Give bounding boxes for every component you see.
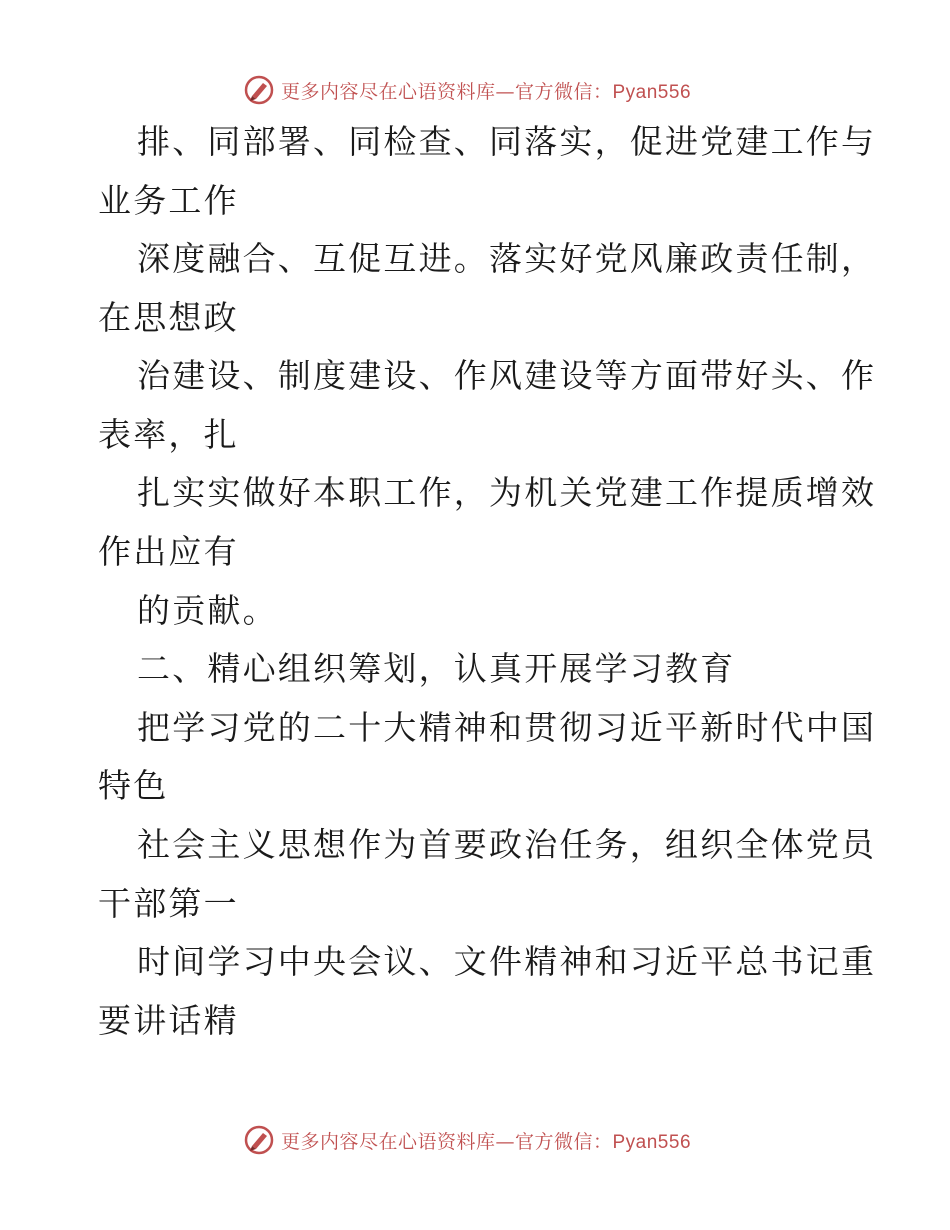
text-line: 作出应有 — [98, 532, 239, 571]
text-line: 特色 — [98, 766, 169, 805]
text-line: 的贡献。 — [137, 591, 278, 630]
text-line: 排、同部署、同检查、同落实，促进党建工作与 — [137, 122, 877, 161]
text-line: 把学习党的二十大精神和贯彻习近平新时代中国 — [137, 708, 877, 747]
text-line: 社会主义思想作为首要政治任务，组织全体党员 — [137, 825, 877, 864]
text-line: 扎实实做好本职工作，为机关党建工作提质增效 — [137, 473, 877, 512]
banner-text: 更多内容尽在心语资料库—官方微信：Pyan556 — [280, 1130, 692, 1153]
text-line: 表率，扎 — [98, 415, 239, 454]
text-line: 在思想政 — [98, 298, 239, 337]
header-banner — [0, 68, 950, 112]
pen-logo-icon — [243, 74, 275, 106]
text-line: 时间学习中央会议、文件精神和习近平总书记重 — [137, 942, 877, 981]
text-line: 干部第一 — [98, 884, 239, 923]
pen-logo-icon — [243, 1124, 275, 1156]
banner-text: 更多内容尽在心语资料库—官方微信：Pyan556 — [280, 80, 692, 103]
text-line: 治建设、制度建设、作风建设等方面带好头、作 — [137, 356, 877, 395]
text-line: 深度融合、互促互进。落实好党风廉政责任制， — [137, 239, 877, 278]
text-line: 业务工作 — [98, 181, 239, 220]
text-line: 要讲话精 — [98, 1001, 239, 1040]
section-heading: 二、精心组织筹划，认真开展学习教育 — [137, 649, 736, 688]
footer-banner — [0, 1118, 950, 1162]
